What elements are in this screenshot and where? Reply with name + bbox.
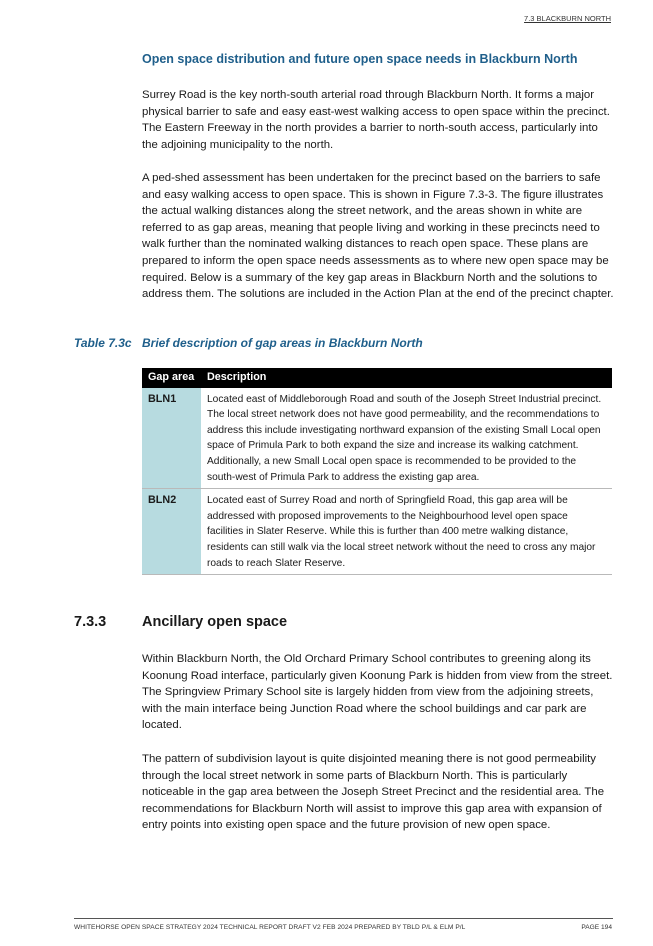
- table-caption-number: Table 7.3c: [74, 336, 132, 350]
- table-row: [142, 388, 612, 489]
- table-caption-title: Brief description of gap areas in Blackburn North: [142, 336, 423, 350]
- table-header-row: [142, 368, 612, 388]
- gap-area-code: BLN2: [142, 489, 201, 575]
- footer-divider: [74, 918, 613, 919]
- footer-page-number: PAGE 194: [581, 924, 612, 931]
- section-paragraph-2: The pattern of subdivision layout is quite disjointed meaning there is not good permeability through the local street network in some parts of Blackburn North. This is particularly noticeable in the gap area between the Joseph Street Precinct and the residential area. The recommendations for Blackburn North will assist to improve this gap area with expansion of entry points into existing open space and the future provision of new open space.: [142, 753, 605, 832]
- section-title: Ancillary open space: [142, 614, 288, 630]
- gap-area-code: BLN1: [142, 388, 201, 489]
- gap-area-description: Located east of Surrey Road and north of Springfield Road, this gap area will be addressed with proposed improvements to the Neighbourhood level open space facilities in Slater Reserve. While this is further than 400 metre walking distance, residents can still walk via the local street network without the need to cross any major roads to reach Slater Reserve.: [201, 489, 612, 575]
- gap-area-description: Located east of Middleborough Road and south of the Joseph Street Industrial precinct. The local street network does not have good permeability, and the recommendations to address this include investigating northward expansion of the existing Small Local open space of Primula Park to both expand the size and increase its walking catchment. Additionally, a new Small Local open space is recommended to be provided to the south-west of Primula Park to address the existing gap area.: [201, 388, 612, 489]
- running-header: 7.3 BLACKBURN NORTH: [524, 14, 611, 23]
- section-heading: [74, 614, 614, 630]
- gap-analysis-subheading: Open space distribution and future open space needs in Blackburn North: [142, 52, 578, 66]
- intro-paragraph-2: A ped-shed assessment has been undertaken for the precinct based on the barriers to safe and easy walking access to open space. This is shown in Figure 7.3-3. The figure illustrates the actual walking distances along the street network, and the areas shown in white are referred to as gap areas, meaning that people living and working in these precincts need to walk further than the nominated walking distances to reach open space. These plans are prepared to inform the open space needs assessments as to where new open space may be required. Below is a summary of the key gap areas in Blackburn North and the solutions to address them. The solutions are included in the Action Plan at the end of the precinct chapter.: [142, 172, 614, 301]
- footer-document-info: WHITEHORSE OPEN SPACE STRATEGY 2024 TECHNICAL REPORT DRAFT V2 FEB 2024 PREPARED BY TBLD P/L & ELM P/L: [74, 924, 466, 931]
- table-caption: [74, 336, 614, 350]
- gap-areas-table: [142, 368, 612, 575]
- intro-paragraph-1: Surrey Road is the key north-south arterial road through Blackburn North. It forms a major physical barrier to safe and easy east-west walking access to open space within the precinct. The Eastern Freeway in the north provides a barrier to north-south access, particularly into the adjoining municipality to the north.: [142, 89, 610, 151]
- column-header-gap-area: Gap area: [142, 368, 201, 388]
- section-paragraph-1: Within Blackburn North, the Old Orchard Primary School contributes to greening along its Koonung Road interface, particularly given Koonung Park is hidden from view from the street. The Springview Primary School site is largely hidden from view from the adjoining streets, with the main interface being Junction Road where the school buildings and car park are located.: [142, 653, 613, 732]
- table-row: [142, 489, 612, 575]
- column-header-description: Description: [201, 368, 612, 388]
- section-number: 7.3.3: [74, 614, 107, 630]
